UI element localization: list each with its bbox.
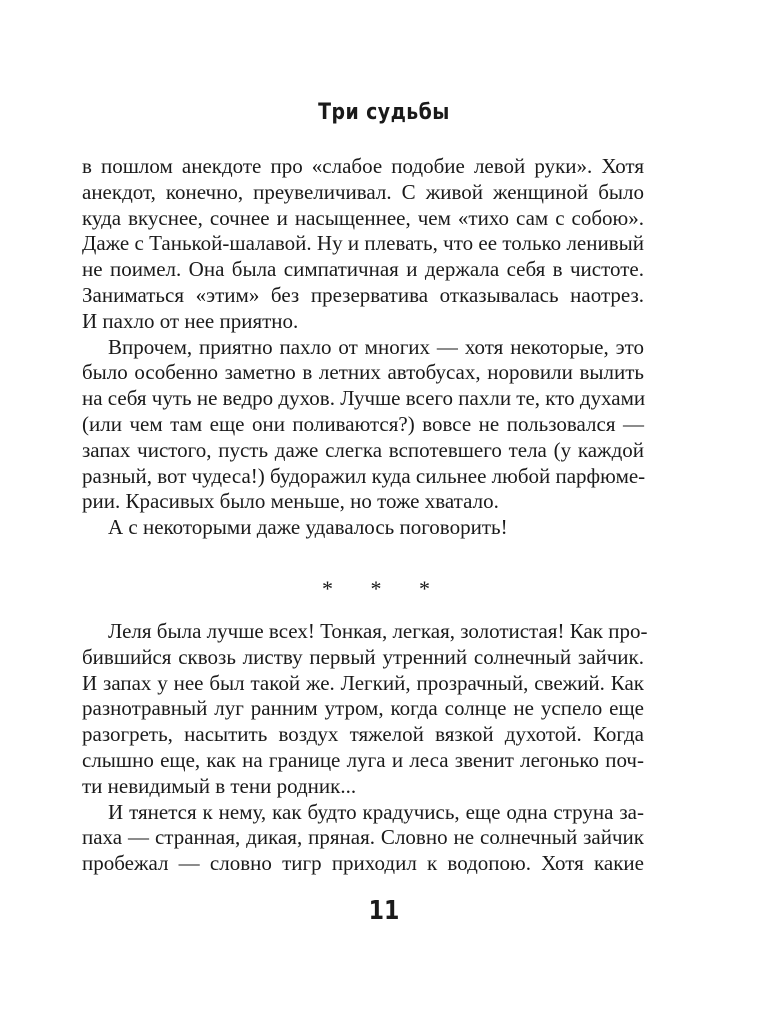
- text-line: Впрочем, приятно пахло от многих — хотя некоторые, это: [108, 334, 644, 359]
- page-number: 11: [368, 896, 400, 926]
- text-line: И тянется к нему, как будто крадучись, еще одна струна за-: [108, 799, 644, 824]
- text-line: в пошлом анекдоте про «слабое подобие левой руки». Хотя: [82, 154, 644, 178]
- text-line: на себя чуть не ведро духов. Лучше всего пахли те, кто духами: [82, 386, 646, 411]
- text-line: слышно еще, как на границе луга и леса звенит легонько поч-: [82, 747, 644, 772]
- text-block-2: [82, 619, 648, 877]
- section-separator: * * *: [322, 576, 446, 601]
- text-line: запах чистого, пусть даже слегка вспотевшего тела (у каждой: [82, 437, 644, 462]
- text-line: не поимел. Она была симпатичная и держала себя в чистоте.: [82, 257, 644, 282]
- text-line: А с некоторыми даже удавалось поговорить!: [108, 515, 508, 540]
- text-line: рии. Красивых было меньше, но тоже хватало.: [82, 489, 499, 514]
- text-line: И пахло от нее приятно.: [82, 308, 299, 333]
- text-line: ти невидимый в тени родник...: [82, 773, 357, 798]
- text-line: бившийся сквозь листву первый утренний солнечный зайчик.: [82, 644, 644, 669]
- running-title: Три судьбы: [318, 100, 450, 125]
- text-line: Заниматься «этим» без презерватива отказывалась наотрез.: [82, 282, 644, 307]
- text-line: разогреть, насытить воздух тяжелой вязкой духотой. Когда: [82, 722, 644, 747]
- text-line: было особенно заметно в летних автобусах, норовили вылить: [82, 360, 644, 385]
- text-line: (или чем там еще они поливаются?) вовсе не пользовался —: [82, 411, 644, 436]
- text-line: анекдот, конечно, преувеличивал. С живой женщиной было: [82, 179, 644, 204]
- text-line: куда вкуснее, сочнее и насыщеннее, чем «тихо сам с собою».: [82, 205, 644, 230]
- text-line: И запах у нее был такой же. Легкий, прозрачный, свежий. Как: [82, 670, 644, 695]
- text-line: Даже с Танькой-шалавой. Ну и плевать, что ее только ленивый: [82, 231, 644, 256]
- text-line: паха — странная, дикая, пряная. Словно не солнечный зайчик: [82, 825, 644, 850]
- text-line: разнотравный луг ранним утром, когда солнце не успело еще: [82, 696, 644, 721]
- text-line: пробежал — словно тигр приходил к водопою. Хотя какие: [82, 851, 644, 876]
- text-line: разный, вот чудеса!) будоражил куда сильнее любой парфюме-: [82, 463, 646, 488]
- text-block-1: [82, 154, 644, 541]
- text-line: Леля была лучше всех! Тонкая, легкая, золотистая! Как про-: [108, 619, 648, 643]
